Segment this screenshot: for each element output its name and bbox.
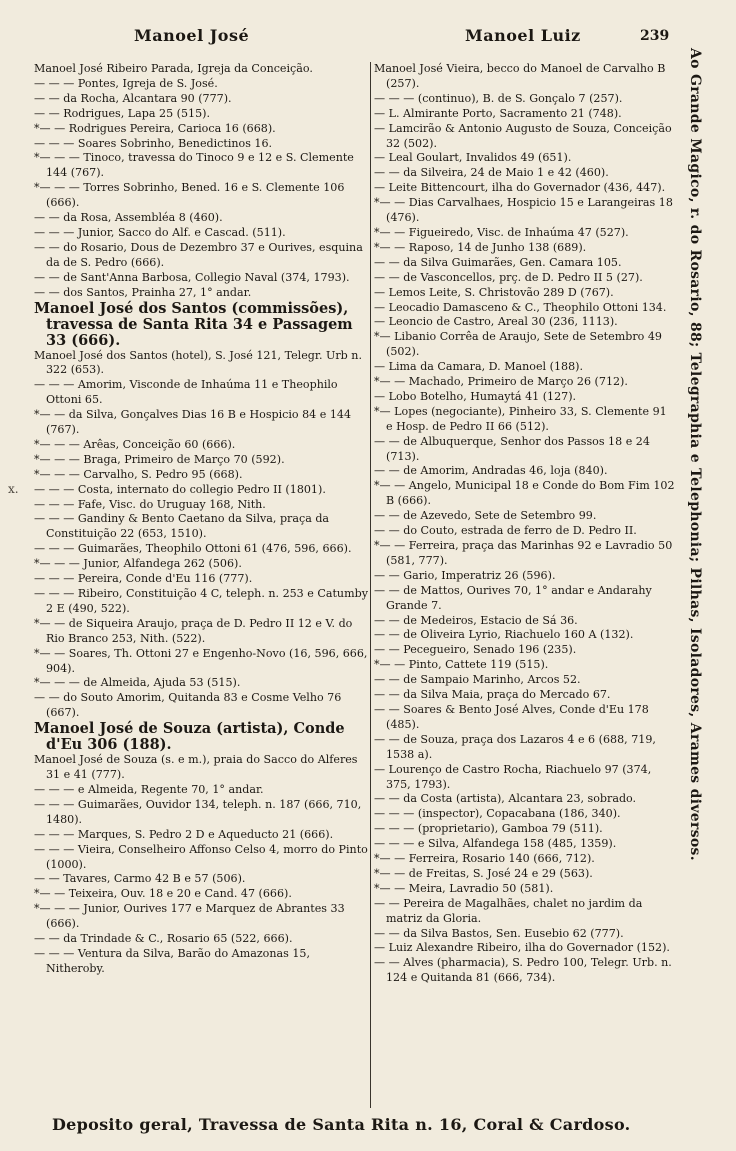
running-header-left: Manoel José (134, 26, 250, 45)
directory-entry: — — de Medeiros, Estacio de Sá 36. (374, 613, 578, 627)
directory-entry: — — — Pontes, Igreja de S. José. (34, 76, 218, 90)
directory-entry: *— — Machado, Primeiro de Março 26 (712). (374, 375, 628, 389)
directory-entry: — Lima da Camara, D. Manoel (188). (374, 360, 583, 374)
directory-entry: — Lemos Leite, S. Christovão 289 D (767). (374, 285, 614, 299)
directory-entry: — — da Silva Maia, praça do Mercado 67. (374, 688, 611, 702)
left-column (34, 62, 370, 977)
directory-entry: — — Gario, Imperatriz 26 (596). (374, 568, 556, 582)
side-advertisement: Ao Grande Magico, r. do Rosario, 88; Telegraphia e Telephonia; Pilhas, Isoladores, Arames diversos. (687, 48, 703, 861)
directory-entry: — — da Silveira, 24 de Maio 1 e 42 (460). (374, 166, 609, 180)
directory-entry: — — Pereira de Magalhães, chalet no jardim da matriz da Gloria. (374, 896, 643, 925)
directory-entry: — — — Costa, internato do collegio Pedro II (1801). (34, 482, 326, 496)
directory-entry: — — — (proprietario), Gamboa 79 (511). (374, 822, 603, 836)
directory-entry: *— — Dias Carvalhaes, Hospicio 15 e Larangeiras 18 (476). (374, 196, 673, 225)
directory-entry: — — dos Santos, Prainha 27, 1° andar. (34, 285, 252, 299)
directory-entry: — — de Mattos, Ourives 70, 1° andar e Andarahy Grande 7. (374, 583, 652, 612)
column-divider (370, 62, 371, 1108)
directory-entry: — — — Guimarães, Ouvidor 134, teleph. n. 187 (666, 710, 1480). (34, 797, 362, 826)
directory-entry: — — Tavares, Carmo 42 B e 57 (506). (34, 872, 246, 886)
directory-entry: *— — Raposo, 14 de Junho 138 (689). (374, 240, 587, 254)
directory-entry: — — — (continuo), B. de S. Gonçalo 7 (257). (374, 91, 623, 105)
directory-entry: — — — Gandiny & Bento Caetano da Silva, praça da Constituição 22 (653, 1510). (34, 512, 330, 541)
directory-entry: — — — e Almeida, Regente 70, 1° andar. (34, 782, 264, 796)
directory-entry: — — do Souto Amorim, Quitanda 83 e Cosme Velho 76 (667). (34, 691, 342, 720)
directory-entry: — — da Costa (artista), Alcantara 23, sobrado. (374, 792, 637, 806)
directory-entry: Manoel José de Souza (artista), Conde d'Eu 306 (188). (34, 720, 345, 754)
directory-entry: — Lobo Botelho, Humaytá 41 (127). (374, 389, 577, 403)
directory-entry: *— — — Arêas, Conceição 60 (666). (34, 437, 236, 451)
directory-entry: — — — Guimarães, Theophilo Ottoni 61 (476, 596, 666). (34, 542, 352, 556)
directory-entry: Manoel José dos Santos (commissões), travessa de Santa Rita 34 e Passagem 33 (666). (34, 299, 353, 349)
directory-entry: — — — e Silva, Alfandega 158 (485, 1359). (374, 837, 617, 851)
directory-entry: *— — Teixeira, Ouv. 18 e 20 e Cand. 47 (666). (34, 887, 292, 901)
directory-entry: *— — — Junior, Alfandega 262 (506). (34, 557, 242, 571)
directory-entry: — — — Vieira, Conselheiro Affonso Celso 4, morro do Pinto (1000). (34, 842, 368, 871)
directory-entry: — — — (inspector), Copacabana (186, 340). (374, 807, 621, 821)
directory-entry: — — de Albuquerque, Senhor dos Passos 18 e 24 (713). (374, 434, 650, 463)
directory-entry: — — — Soares Sobrinho, Benedictinos 16. (34, 136, 273, 150)
directory-entry: *— — — Torres Sobrinho, Bened. 16 e S. Clemente 106 (666). (34, 181, 345, 210)
directory-entry: — — do Couto, estrada de ferro de D. Pedro II. (374, 524, 637, 538)
page-number: 239 (640, 28, 670, 44)
directory-entry: — L. Almirante Porto, Sacramento 21 (748). (374, 106, 622, 120)
directory-entry: *— — de Freitas, S. José 24 e 29 (563). (374, 866, 593, 880)
directory-entry: — — de Amorim, Andradas 46, loja (840). (374, 464, 608, 478)
directory-entry: — Leocadio Damasceno & C., Theophilo Ottoni 134. (374, 300, 667, 314)
directory-entry: — Lourenço de Castro Rocha, Riachuelo 97 (374, 375, 1793). (374, 762, 652, 791)
directory-entry: — Luiz Alexandre Ribeiro, ilha do Governador (152). (374, 941, 670, 955)
directory-entry: — — — Pereira, Conde d'Eu 116 (777). (34, 572, 253, 586)
footer-advertisement: Deposito geral, Travessa de Santa Rita n. 16, Coral & Cardoso. (52, 1115, 631, 1134)
directory-entry: — — de Sant'Anna Barbosa, Collegio Naval (374, 1793). (34, 270, 350, 284)
directory-entry: Manoel José de Souza (s. e m.), praia do Sacco do Alferes 31 e 41 (777). (34, 753, 358, 782)
directory-entry: *— — — Braga, Primeiro de Março 70 (592). (34, 452, 285, 466)
directory-entry: *— — — de Almeida, Ajuda 53 (515). (34, 676, 241, 690)
directory-entry: — — — Ribeiro, Constituição 4 C, teleph. n. 253 e Catumby 2 E (490, 522). (34, 587, 368, 615)
directory-entry: — — de Vasconcellos, prç. de D. Pedro II 5 (27). (374, 270, 643, 284)
directory-entry: — — de Sampaio Marinho, Arcos 52. (374, 673, 581, 687)
directory-entry: — — Pecegueiro, Senado 196 (235). (374, 643, 577, 657)
directory-entry: — Leoncio de Castro, Areal 30 (236, 1113). (374, 315, 618, 329)
directory-entry: — Lamcirão & Antonio Augusto de Souza, Conceição 32 (502). (374, 121, 672, 150)
directory-entry: *— — Ferreira, Rosario 140 (666, 712). (374, 852, 595, 866)
directory-entry: *— — Rodrigues Pereira, Carioca 16 (668). (34, 121, 276, 135)
directory-entry: — Leite Bittencourt, ilha do Governador (436, 447). (374, 181, 666, 195)
directory-entry: — Leal Goulart, Invalidos 49 (651). (374, 151, 572, 165)
directory-entry: *— — — Tinoco, travessa do Tinoco 9 e 12 e S. Clemente 144 (767). (34, 151, 354, 180)
directory-entry: — — da Rocha, Alcantara 90 (777). (34, 91, 232, 105)
directory-entry: Manoel José Ribeiro Parada, Igreja da Conceição. (34, 62, 313, 75)
directory-entry: *— — Soares, Th. Ottoni 27 e Engenho-Novo (16, 596, 666, 904). (34, 646, 368, 675)
directory-entry: — — de Oliveira Lyrio, Riachuelo 160 A (132). (374, 628, 634, 642)
directory-entry: *— — de Siqueira Araujo, praça de D. Pedro II 12 e V. do Rio Branco 253, Nith. (522). (34, 616, 353, 645)
directory-entry: — — de Azevedo, Sete de Setembro 99. (374, 509, 597, 523)
directory-entry: — — da Trindade & C., Rosario 65 (522, 666). (34, 932, 293, 946)
directory-entry: *— Lopes (negociante), Pinheiro 33, S. Clemente 91 e Hosp. de Pedro II 66 (512). (374, 404, 667, 433)
directory-entry: — — do Rosario, Dous de Dezembro 37 e Ourives, esquina da de S. Pedro (666). (34, 240, 363, 269)
directory-entry: — — Alves (pharmacia), S. Pedro 100, Telegr. Urb. n. 124 e Quitanda 81 (666, 734). (374, 956, 672, 985)
directory-entry: *— — Ferreira, praça das Marinhas 92 e Lavradio 50 (581, 777). (374, 539, 673, 567)
directory-entry: *— — da Silva, Gonçalves Dias 16 B e Hospicio 84 e 144 (767). (34, 408, 352, 437)
right-column (374, 62, 676, 986)
directory-entry: *— Libanio Corrêa de Araujo, Sete de Setembro 49 (502). (374, 330, 662, 359)
directory-entry: — — Rodrigues, Lapa 25 (515). (34, 106, 211, 120)
directory-entry: *— — — Junior, Ourives 177 e Marquez de Abrantes 33 (666). (34, 902, 345, 931)
directory-entry: *— — Pinto, Cattete 119 (515). (374, 658, 549, 672)
directory-entry: — — da Silva Bastos, Sen. Eusebio 62 (777). (374, 926, 624, 940)
directory-entry: — — Soares & Bento José Alves, Conde d'Eu 178 (485). (374, 702, 649, 731)
directory-entry: *— — — Carvalho, S. Pedro 95 (668). (34, 467, 243, 481)
directory-entry: Manoel José dos Santos (hotel), S. José 121, Telegr. Urb n. 322 (653). (34, 348, 362, 377)
running-header-right: Manoel Luiz (465, 26, 581, 45)
directory-entry: *— — Figueiredo, Visc. de Inhaúma 47 (527). (374, 225, 629, 239)
directory-entry: — — de Souza, praça dos Lazaros 4 e 6 (688, 719, 1538 a). (374, 732, 656, 761)
margin-annotation: x. (8, 482, 19, 496)
directory-entry: — — — Junior, Sacco do Alf. e Cascad. (511). (34, 225, 286, 239)
directory-entry: — — — Amorim, Visconde de Inhaúma 11 e Theophilo Ottoni 65. (34, 378, 338, 407)
directory-entry: *— — Angelo, Municipal 18 e Conde do Bom Fim 102 B (666). (374, 479, 675, 508)
directory-entry: *— — Meira, Lavradio 50 (581). (374, 881, 554, 895)
directory-entry: — — da Silva Guimarães, Gen. Camara 105. (374, 255, 622, 269)
directory-entry: — — da Rosa, Assembléa 8 (460). (34, 211, 223, 225)
directory-entry: — — — Marques, S. Pedro 2 D e Aqueducto 21 (666). (34, 827, 334, 841)
directory-entry: — — — Ventura da Silva, Barão do Amazonas 15, Nitheroby. (34, 946, 310, 975)
directory-entry: — — — Fafe, Visc. do Uruguay 168, Nith. (34, 497, 266, 511)
directory-entry: Manoel José Vieira, becco do Manoel de Carvalho B (257). (374, 62, 666, 90)
